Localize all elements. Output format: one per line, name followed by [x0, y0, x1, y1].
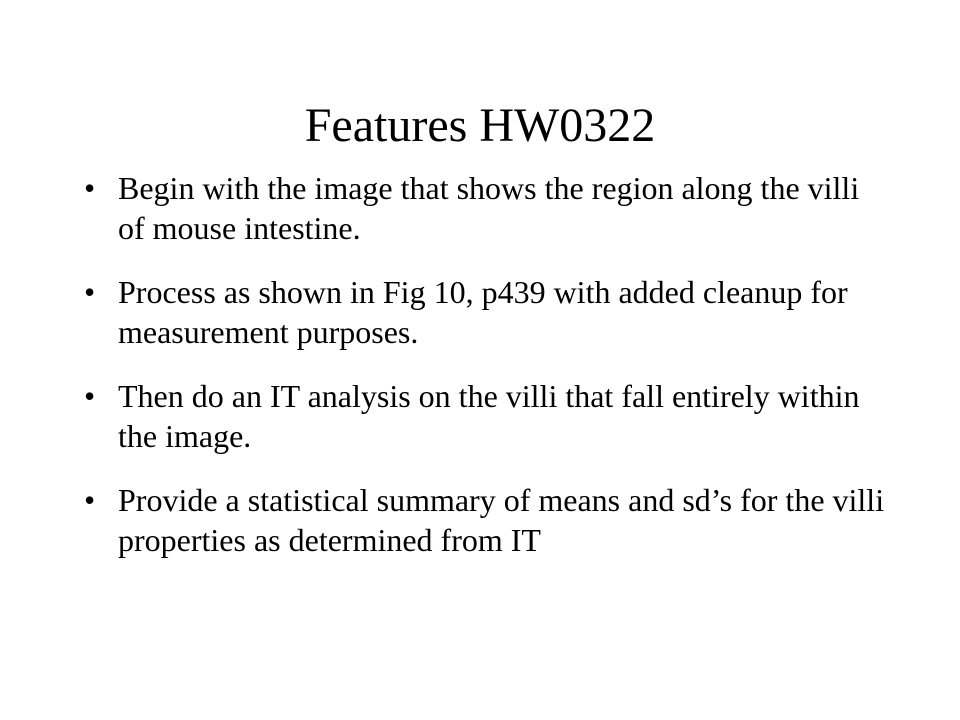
bullet-item-3	[72, 376, 892, 456]
bullet-text: Then do an IT analysis on the villi that fall entirely within the image.	[118, 378, 860, 454]
bullet-icon: •	[84, 274, 96, 310]
bullet-item-4	[72, 480, 892, 560]
bullet-text: Process as shown in Fig 10, p439 with added cleanup for measurement purposes.	[118, 274, 848, 350]
bullet-icon: •	[84, 378, 96, 414]
bullet-item-1	[72, 168, 892, 248]
slide-title: Features HW0322	[304, 99, 656, 152]
bullet-icon: •	[84, 482, 96, 518]
bullet-icon: •	[84, 170, 96, 206]
bullet-text: Begin with the image that shows the region along the villi of mouse intestine.	[118, 170, 860, 246]
bullet-item-2	[72, 272, 892, 352]
bullet-text: Provide a statistical summary of means and sd’s for the villi properties as determined from IT	[118, 482, 885, 558]
bullet-list	[72, 168, 892, 560]
